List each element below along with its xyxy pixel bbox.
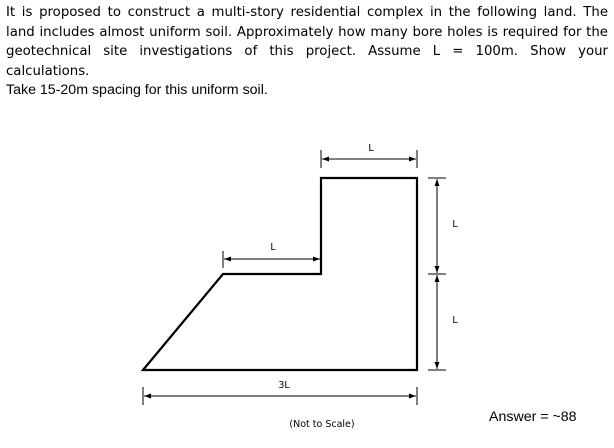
land-outline — [143, 178, 417, 370]
middle-dimension — [223, 251, 320, 268]
question-text: It is proposed to construct a multi-story residential complex in the following land. The land includes almost uniform soil. Approximately how many bore holes is required for the geotechnical site investigations of this project. Assume L = 100m. Show your calculations. — [6, 5, 608, 79]
bottom-dimension-label: 3L — [278, 380, 290, 391]
middle-dimension-label: L — [270, 242, 276, 253]
hint-text: Take 15-20m spacing for this uniform soil. — [6, 82, 268, 98]
right-dimension — [428, 178, 446, 370]
not-to-scale-note: (Not to Scale) — [289, 419, 355, 430]
answer-text: Answer = ~88 — [489, 409, 577, 425]
right-lower-dimension-label: L — [452, 315, 458, 326]
right-upper-dimension-label: L — [452, 219, 458, 230]
top-dimension-label: L — [368, 143, 374, 154]
